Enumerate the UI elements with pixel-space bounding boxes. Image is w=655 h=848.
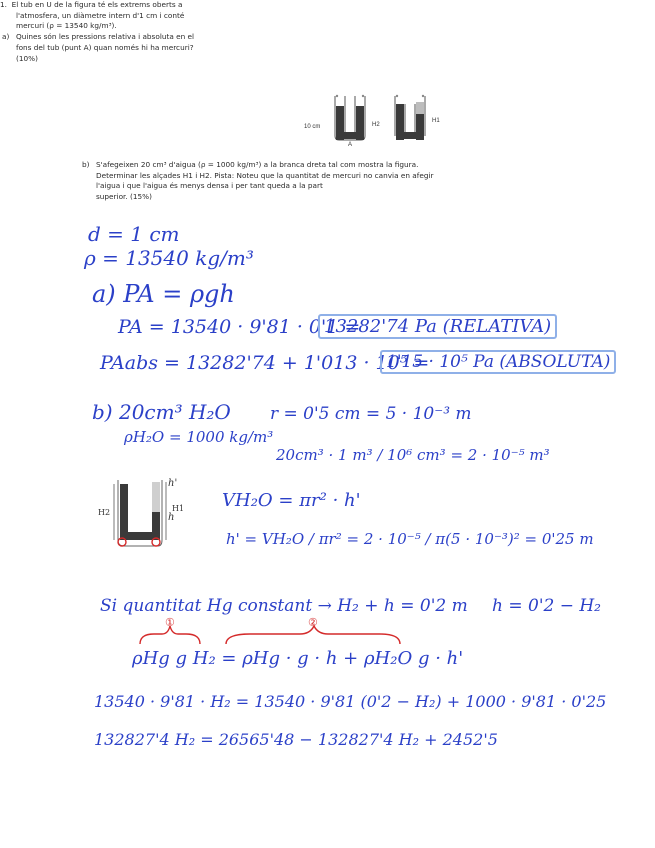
- sketch-label-h: h: [168, 512, 175, 523]
- part-a-letter: a): [2, 32, 10, 42]
- note-diameter: d = 1 cm: [88, 222, 180, 246]
- part-a-points: (10%): [16, 53, 38, 63]
- numeric-equation-2: 132827'4 H₂ = 26565'48 − 132827'4 H₂ + 2452'5: [94, 730, 498, 749]
- sketch-label-h2: H2: [98, 508, 111, 517]
- part-b-letter: b): [82, 160, 90, 169]
- figure-label-h2: H2: [372, 122, 380, 128]
- mercury-constant-note: Si quantitat Hg constant → H₂ + h = 0'2 m: [100, 596, 468, 616]
- figure-label-h1: H1: [432, 118, 440, 124]
- problem-intro-1: El tub en U de la figura té els extrems oberts a: [11, 0, 183, 9]
- note-density: ρ = 13540 kg/m³: [84, 246, 254, 270]
- part-b-text-2: Determinar les alçades H1 i H2. Pista: Noteu que la quantitat de mercuri no canvia en afegir: [96, 170, 434, 180]
- radius-note: r = 0'5 cm = 5 · 10⁻³ m: [270, 404, 472, 424]
- part-b-statement: [80, 160, 480, 203]
- figure-label-a: A: [348, 142, 353, 148]
- problem-number: 1.: [0, 0, 7, 9]
- h-expression: h = 0'2 − H₂: [492, 596, 601, 616]
- pressure-balance-equation: ρHg g H₂ = ρHg · g · h + ρH₂O g · h': [132, 648, 464, 669]
- sketch-label-h1: H1: [172, 504, 185, 513]
- volume-conversion: 20cm³ · 1 m³ / 10⁶ cm³ = 2 · 10⁻⁵ m³: [276, 446, 550, 464]
- pabs-calculation: PAabs = 13282'74 + 1'013 · 10⁵ =: [100, 352, 430, 374]
- u-tube-right: [395, 95, 425, 140]
- part-b-text-1: S'afegeixen 20 cm³ d'aigua (ρ = 1000 kg/m³) a la branca dreta tal com mostra la figura.: [96, 160, 419, 169]
- problem-intro-2: l'atmosfera, un diàmetre intern d'1 cm i conté: [16, 10, 185, 20]
- problem-intro-3: mercuri (ρ = 13540 kg/m³).: [16, 21, 117, 31]
- hprime-calculation: h' = VH₂O / πr² = 2 · 10⁻⁵ / π(5 · 10⁻³)² = 0'25 m: [226, 530, 594, 548]
- part-b-text-3: l'aigua i que l'aigua és menys densa i per tant queda a la part: [96, 181, 323, 191]
- water-volume-formula: VH₂O = πr² · h': [222, 490, 361, 511]
- u-tube-left: [335, 95, 365, 140]
- pa-calculation: PA = 13540 · 9'81 · 0'1 =: [118, 316, 361, 338]
- numeric-equation-1: 13540 · 9'81 · H₂ = 13540 · 9'81 (0'2 − H₂) + 1000 · 9'81 · 0'25: [94, 692, 607, 711]
- marker-1: ①: [165, 616, 175, 629]
- problem-statement: [0, 0, 370, 64]
- part-a-heading: a) PA = ρgh: [92, 280, 235, 308]
- pabs-result-box: 1'15 · 10⁵ Pa (ABSOLUTA): [380, 350, 616, 374]
- water-density: ρH₂O = 1000 kg/m³: [124, 428, 274, 446]
- pressure-braces: [130, 620, 430, 650]
- part-a-text-1: Quines són les pressions relativa i absoluta en el: [16, 32, 195, 42]
- part-a-text-2: fons del tub (punt A) quan només hi ha mercuri?: [16, 42, 194, 52]
- part-b-heading: b) 20cm³ H₂O: [92, 400, 231, 424]
- figure-label-10cm: 10 cm: [304, 124, 321, 130]
- part-b-text-4: superior. (15%): [96, 192, 152, 202]
- pa-result-box: 13282'74 Pa (RELATIVA): [318, 314, 557, 339]
- marker-2: ②: [308, 616, 318, 629]
- sketch-label-hprime: h': [168, 478, 178, 489]
